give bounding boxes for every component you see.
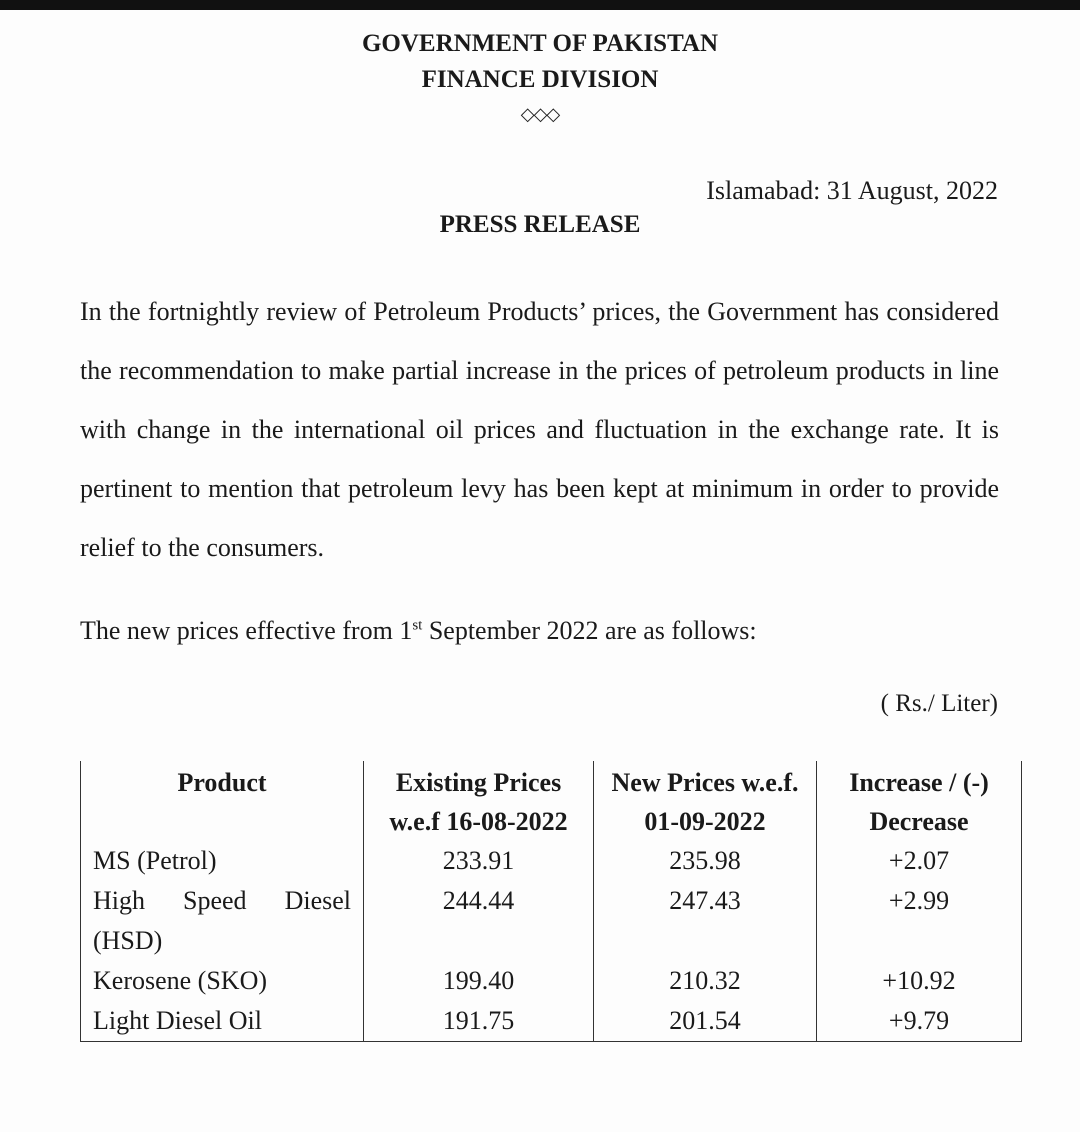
intro-text: The new prices effective from 1 xyxy=(80,616,413,645)
table-row xyxy=(81,881,1022,961)
table-row xyxy=(81,961,1022,1001)
col-header-new: New Prices w.e.f. 01-09-2022 xyxy=(594,761,817,841)
header-division: FINANCE DIVISION xyxy=(421,66,659,93)
existing-price-cell: 244.44 xyxy=(364,881,594,961)
price-table xyxy=(80,761,1022,1042)
ornament-diamonds: ◇◇◇ xyxy=(520,104,560,124)
col-header-existing: Existing Prices w.e.f 16-08-2022 xyxy=(364,761,594,841)
table-row xyxy=(81,841,1022,881)
table-header-row xyxy=(81,761,1022,841)
existing-price-cell: 199.40 xyxy=(364,961,594,1001)
change-cell: +10.92 xyxy=(817,961,1022,1001)
existing-price-cell: 191.75 xyxy=(364,1001,594,1042)
product-cell: Kerosene (SKO) xyxy=(81,961,364,1001)
release-date: Islamabad: 31 August, 2022 xyxy=(706,176,998,205)
top-border xyxy=(0,0,1080,10)
product-cell: Light Diesel Oil xyxy=(81,1001,364,1042)
new-price-cell: 247.43 xyxy=(594,881,817,961)
product-cell: High Speed Diesel (HSD) xyxy=(81,881,364,961)
press-release-title: PRESS RELEASE xyxy=(439,211,641,238)
unit-label: ( Rs./ Liter) xyxy=(880,690,998,717)
change-cell: +2.99 xyxy=(817,881,1022,961)
change-cell: +9.79 xyxy=(817,1001,1022,1042)
existing-price-cell: 233.91 xyxy=(364,841,594,881)
ordinal-suffix: st xyxy=(412,617,423,634)
change-cell: +2.07 xyxy=(817,841,1022,881)
new-price-cell: 210.32 xyxy=(594,961,817,1001)
new-price-cell: 235.98 xyxy=(594,841,817,881)
col-header-change: Increase / (-) Decrease xyxy=(817,761,1022,841)
intro-text-end: September 2022 are as follows: xyxy=(422,616,757,645)
col-header-product: Product xyxy=(81,761,364,841)
header-government: GOVERNMENT OF PAKISTAN xyxy=(361,30,719,57)
intro-line xyxy=(80,616,757,646)
body-paragraph: In the fortnightly review of Petroleum Products’ prices, the Government has considered the recommendation to make partial increase in the prices of petroleum products in line with change in the international oil prices and fluctuation in the exchange rate. It is pertinent to mention that petroleum levy has been kept at minimum in order to provide relief to the consumers. xyxy=(80,297,999,562)
product-cell: MS (Petrol) xyxy=(81,841,364,881)
new-price-cell: 201.54 xyxy=(594,1001,817,1042)
table-row xyxy=(81,1001,1022,1042)
